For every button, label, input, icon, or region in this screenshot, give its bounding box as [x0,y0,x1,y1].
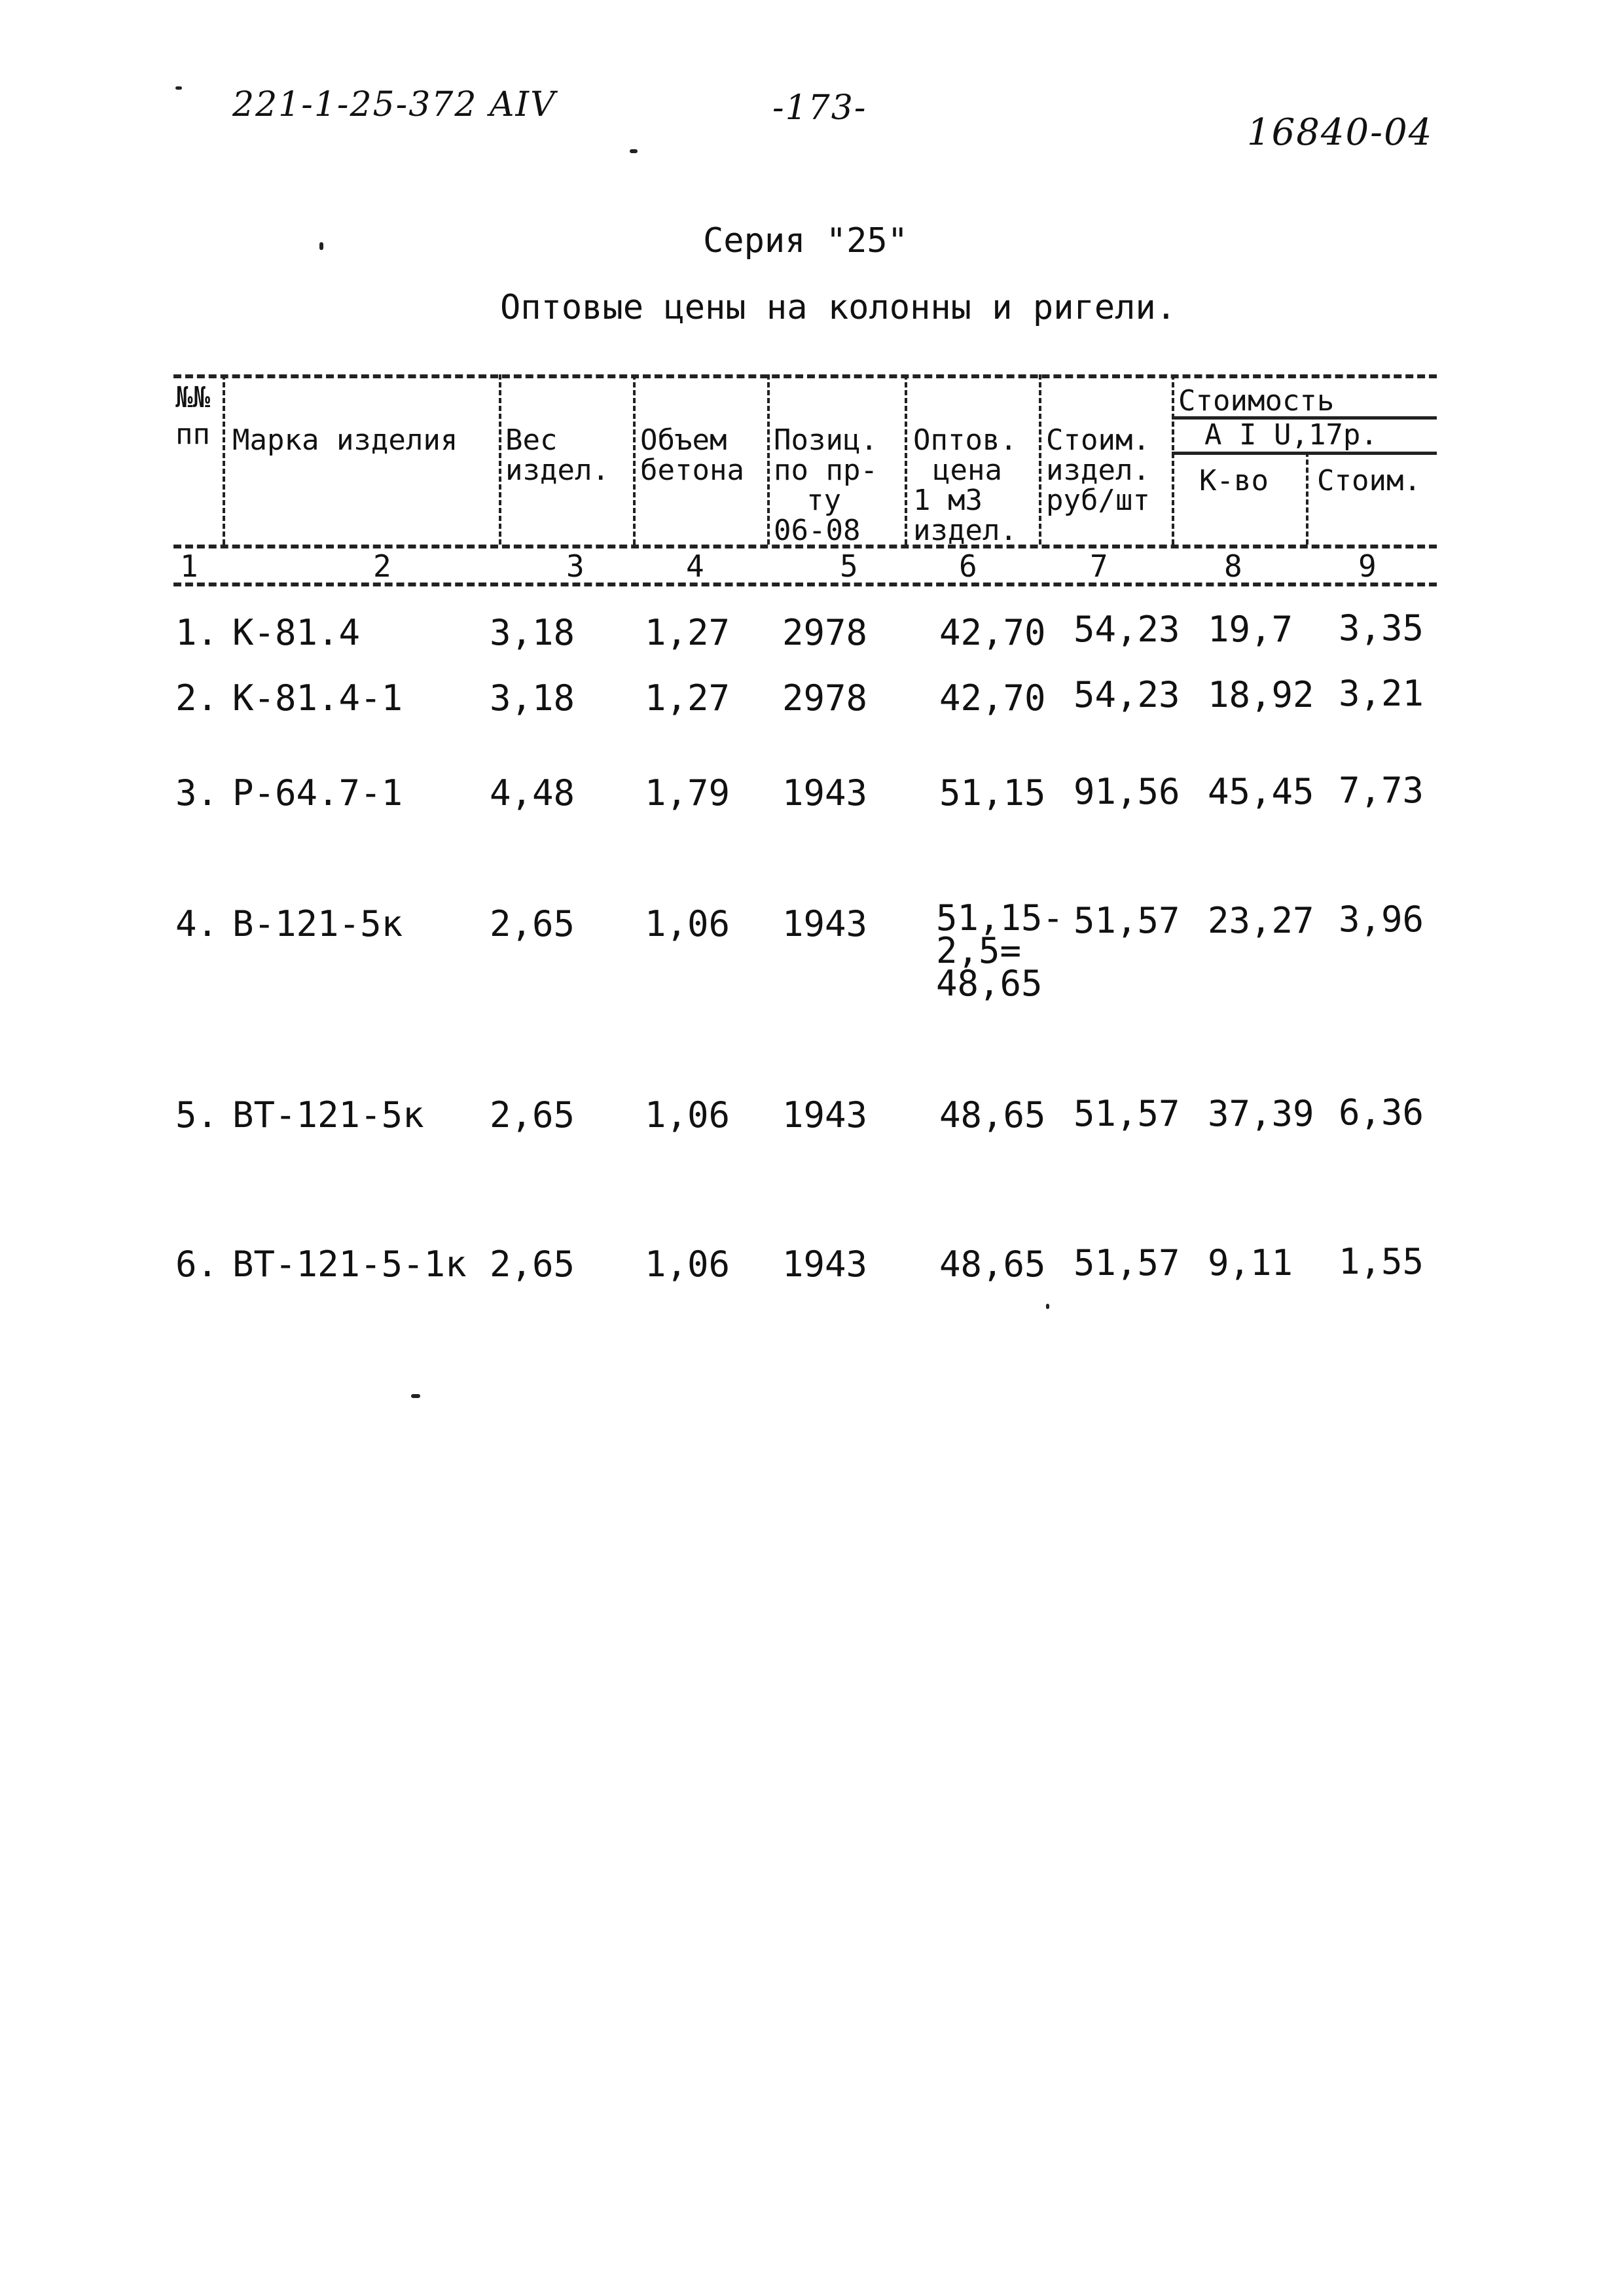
page-number: -173- [772,88,867,128]
position: 1943 [782,1244,868,1285]
header-col-5: Позиц. по пр- ту 06-08 [774,423,878,547]
product-mark: ВТ-121-5к [232,1094,424,1136]
column-divider [1306,452,1308,545]
position: 1943 [782,772,868,814]
concrete-volume: 1,06 [645,1094,731,1136]
header-col-7: Стоим. издел. руб/шт [1046,423,1150,517]
quantity: 19,7 [1208,609,1293,650]
wholesale-price: 48,65 [939,1244,1046,1285]
document-code: 221-1-25-372 AIV [232,85,556,124]
wholesale-price [936,897,1064,1004]
column-divider [499,374,501,545]
column-number: 7 [1090,548,1108,584]
group-cost: 3,35 [1339,607,1424,649]
weight: 4,48 [490,772,575,814]
wholesale-price: 42,70 [939,677,1046,719]
column-number: 1 [180,548,198,584]
wholesale-price: 51,15 [939,772,1046,814]
header-col-4: Объем бетона [640,423,744,487]
speck [175,86,182,90]
speck [411,1394,420,1398]
series-title: Серия "25" [702,221,909,260]
quantity: 45,45 [1208,771,1314,812]
column-number: 6 [959,548,977,584]
weight: 2,65 [490,903,575,944]
group-cost: 6,36 [1339,1092,1424,1133]
wholesale-price: 42,70 [939,612,1046,653]
concrete-volume: 1,27 [645,612,731,653]
concrete-volume: 1,06 [645,1244,731,1285]
column-divider [223,374,225,545]
position: 1943 [782,903,868,944]
product-mark: Р-64.7-1 [232,772,403,814]
column-divider [633,374,636,545]
table-title: Оптовые цены на колонны и ригели. [499,288,1177,327]
column-number: 8 [1224,548,1242,584]
column-number: 9 [1358,548,1377,584]
table-top-rule [173,374,1437,378]
group-cost: 7,73 [1339,770,1424,811]
row-number: 2. [175,677,219,719]
quantity: 37,39 [1208,1093,1314,1134]
header-col-6: Оптов. цена 1 м3 издел. [913,423,1017,547]
weight: 2,65 [490,1244,575,1285]
header-col-2: Марка изделия [232,423,458,457]
concrete-volume: 1,27 [645,677,731,719]
product-mark: В-121-5к [232,903,403,944]
concrete-volume: 1,79 [645,772,731,814]
weight: 2,65 [490,1094,575,1136]
price-line: 2,5= [936,930,1022,971]
group-subheader-rule [1172,452,1437,455]
column-number: 2 [373,548,391,584]
stamp-number: 16840-04 [1247,111,1434,154]
row-number: 3. [175,772,219,814]
position: 2978 [782,612,868,653]
speck [630,149,638,153]
header-col-9: Стоим. [1317,464,1421,497]
column-number: 4 [686,548,704,584]
column-divider [1039,374,1041,545]
row-number: 1. [175,612,219,653]
row-number: 4. [175,903,219,944]
column-number: 5 [840,548,858,584]
product-mark: К-81.4-1 [232,677,403,719]
header-col-8: К-во [1199,464,1269,497]
header-col-1: №№ пп [175,381,210,451]
wholesale-price: 48,65 [939,1094,1046,1136]
row-number: 5. [175,1094,219,1136]
weight: 3,18 [490,677,575,719]
price-line: 48,65 [936,963,1043,1004]
unit-cost: 51,57 [1074,900,1180,941]
group-cost: 1,55 [1339,1241,1424,1282]
group-cost: 3,21 [1339,673,1424,714]
weight: 3,18 [490,612,575,653]
product-mark: ВТ-121-5-1к [232,1244,467,1285]
concrete-volume: 1,06 [645,903,731,944]
quantity: 18,92 [1208,674,1314,715]
price-line: 51,15- [936,897,1064,939]
unit-cost: 51,57 [1074,1093,1180,1134]
column-divider [1172,374,1174,545]
quantity: 23,27 [1208,900,1314,941]
unit-cost: 54,23 [1074,674,1180,715]
position: 2978 [782,677,868,719]
row-number: 6. [175,1244,219,1285]
unit-cost: 54,23 [1074,609,1180,650]
numbers-bottom-rule [173,583,1437,586]
header-col-3: Вес издел. [505,423,609,487]
unit-cost: 51,57 [1074,1242,1180,1283]
product-mark: К-81.4 [232,612,361,653]
unit-cost: 91,56 [1074,771,1180,812]
position: 1943 [782,1094,868,1136]
column-divider [905,374,907,545]
quantity: 9,11 [1208,1242,1293,1283]
group-header: Стоимость A I U,17р. [1178,384,1378,452]
column-divider [767,374,770,545]
group-cost: 3,96 [1339,899,1424,940]
column-number: 3 [566,548,585,584]
speck [1046,1304,1049,1309]
